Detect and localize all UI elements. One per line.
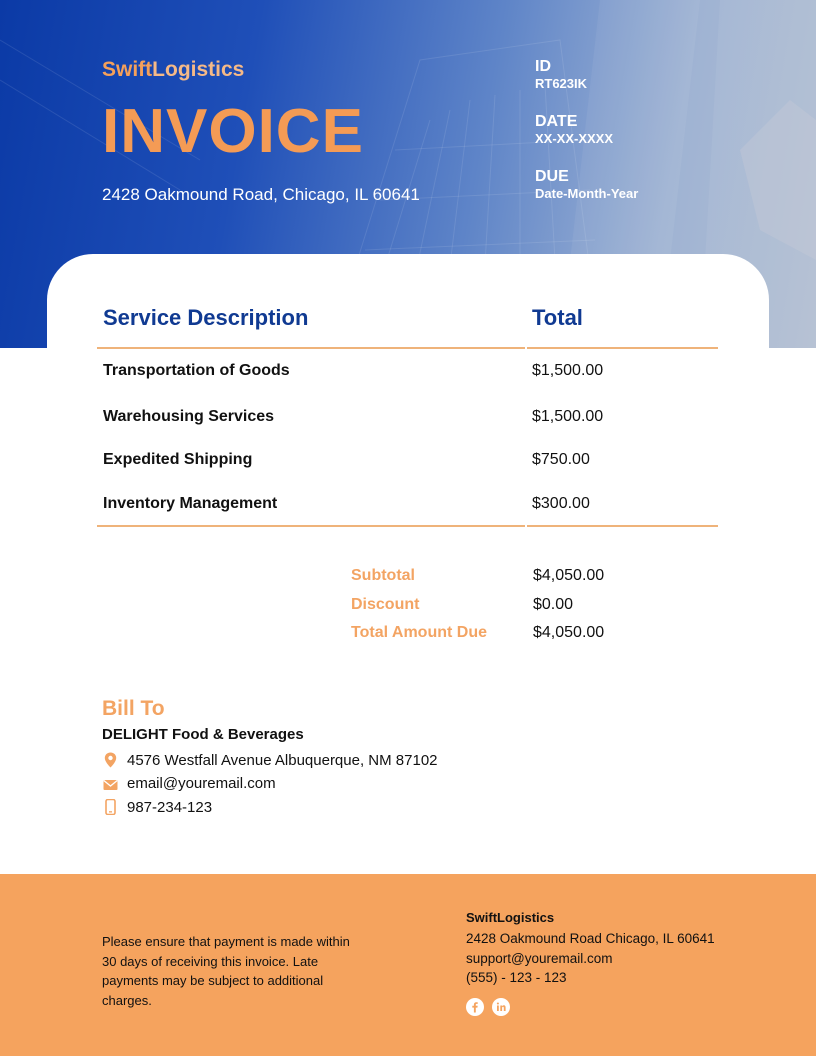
table-row-description: Transportation of Goods [103,362,290,379]
table-row-amount: $1,500.00 [532,408,604,425]
company-address: 2428 Oakmound Road, Chicago, IL 60641 [102,185,420,204]
phone-icon [103,799,118,815]
location-pin-icon [103,752,118,768]
brand-logo [102,58,244,82]
invoice-date-block [535,113,613,147]
invoice-due-block [535,168,638,202]
footer-company-name: SwiftLogistics [466,910,555,925]
column-header-total: Total [532,305,583,330]
bill-to-address: 4576 Westfall Avenue Albuquerque, NM 87102 [127,752,438,769]
invoice-due-value: Date-Month-Year [535,186,639,201]
bill-to-email: email@youremail.com [127,775,276,792]
footer-phone: (555) - 123 - 123 [466,970,567,985]
table-header-divider-right [527,347,718,349]
invoice-id-label: ID [535,58,551,75]
envelope-icon [103,777,118,793]
subtotal-value: $4,050.00 [533,567,605,584]
discount-value: $0.00 [533,596,574,613]
table-row-amount: $750.00 [532,451,590,468]
subtotal-label: Subtotal [351,567,415,584]
linkedin-icon[interactable] [492,998,510,1016]
table-row-description: Warehousing Services [103,408,275,425]
total-due-value: $4,050.00 [533,624,605,641]
table-bottom-divider-right [527,525,718,527]
brand-name-part1: Swift [102,58,153,81]
footer-address: 2428 Oakmound Road Chicago, IL 60641 [466,931,715,946]
brand-name-part2: Logistics [152,58,245,81]
table-bottom-divider-left [97,525,525,527]
invoice-date-label: DATE [535,113,578,130]
column-header-description: Service Description [103,305,309,330]
table-row-amount: $300.00 [532,495,590,512]
invoice-id-block [535,58,587,92]
invoice-id-value: RT623IK [535,76,588,91]
invoice-due-label: DUE [535,168,569,185]
bill-to-phone: 987-234-123 [127,799,213,816]
facebook-icon[interactable] [466,998,484,1016]
bill-to-title: Bill To [102,697,165,720]
discount-label: Discount [351,596,420,613]
invoice-date-value: XX-XX-XXXX [535,131,614,146]
table-header-divider-left [97,347,525,349]
table-row-description: Inventory Management [103,495,278,512]
payment-terms-note: Please ensure that payment is made within 30 days of receiving this invoice. Late payments may be subject to additional charges. [102,934,350,1008]
table-row-description: Expedited Shipping [103,451,253,468]
invoice-title: INVOICE [102,97,364,166]
bill-to-name: DELIGHT Food & Beverages [102,726,304,743]
table-row-amount: $1,500.00 [532,362,604,379]
footer-email[interactable]: support@youremail.com [466,951,613,966]
total-due-label: Total Amount Due [351,624,487,641]
